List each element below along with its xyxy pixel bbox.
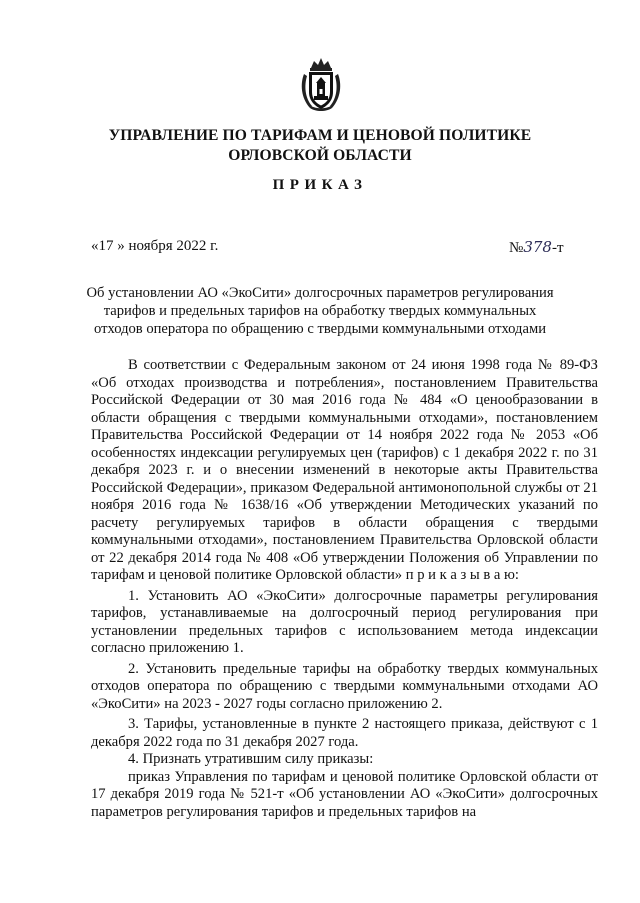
- order-subject: Об установлении АО «ЭкоСити» долгосрочных параметров регулирования тарифов и предельных тарифов на обработку твердых коммунальных отходов оператора по обращению с твердыми коммунальными отходами: [86, 285, 554, 338]
- number-suffix: -т: [551, 240, 564, 256]
- preamble-text: В соответствии с Федеральным законом от 24 июня 1998 года № 89-ФЗ «Об отходах производства и потребления», постановлением Правительства Российской Федерации от 30 мая 2016 года № 484 «О ценообразовании в области обращения с твердыми коммунальными отходами», постановлением Правительства Российской Федерации от 14 ноября 2022 года № 2053 «Об особенностях индексации регулируемых цен (тарифов) с 1 декабря 2022 г. по 31 декабря 2023 г. и о внесении изменений в некоторые акты Правительства Российской Федерации», приказом Федеральной антимонопольной службы от 21 ноября 2016 года № 1638/16 «Об утверждении Методических указаний по расчету регулируемых тарифов в области обращения с твердыми коммунальными отходами», постановлением Правительства Орловской области от 22 декабря 2014 года № 408 «Об утверждении Положения об Управлении по тарифам и ценовой политике Орловской области»: [91, 357, 598, 583]
- order-number: [509, 238, 564, 257]
- org-name-line1: УПРАВЛЕНИЕ ПО ТАРИФАМ И ЦЕНОВОЙ ПОЛИТИКЕ: [108, 127, 532, 144]
- number-handwritten: 378: [523, 238, 552, 256]
- preamble-paragraph: [91, 357, 598, 585]
- order-body: [91, 357, 598, 821]
- order-date: «17 » ноября 2022 г.: [91, 238, 219, 254]
- item-2: 2. Установить предельные тарифы на обработку твердых коммунальных отходов оператора по обращению с твердыми коммунальными отходами АО «ЭкоСити» на 2023 - 2027 годы согласно приложению 2.: [91, 660, 598, 712]
- coat-of-arms-icon: [298, 56, 344, 112]
- item-1: 1. Установить АО «ЭкоСити» долгосрочные параметры регулирования тарифов, устанавливаемые на долгосрочный период регулирования при установлении предельных тарифов с использованием метода индексации согласно приложению 1.: [91, 587, 598, 656]
- number-prefix: №: [509, 240, 524, 256]
- item-4-sub: приказ Управления по тарифам и ценовой политике Орловской области от 17 декабря 2019 года № 521-т «Об установлении АО «ЭкоСити» долгосрочных параметров регулирования тарифов и предельных тарифов на: [91, 768, 598, 820]
- item-3: 3. Тарифы, установленные в пункте 2 настоящего приказа, действуют с 1 декабря 2022 года по 31 декабря 2027 года.: [91, 716, 598, 750]
- order-title: ПРИКАЗ: [272, 177, 368, 193]
- item-4: 4. Признать утратившим силу приказы:: [128, 751, 374, 767]
- org-name-line2: ОРЛОВСКОЙ ОБЛАСТИ: [228, 147, 412, 164]
- preamble-order-word: п р и к а з ы в а ю:: [402, 567, 519, 583]
